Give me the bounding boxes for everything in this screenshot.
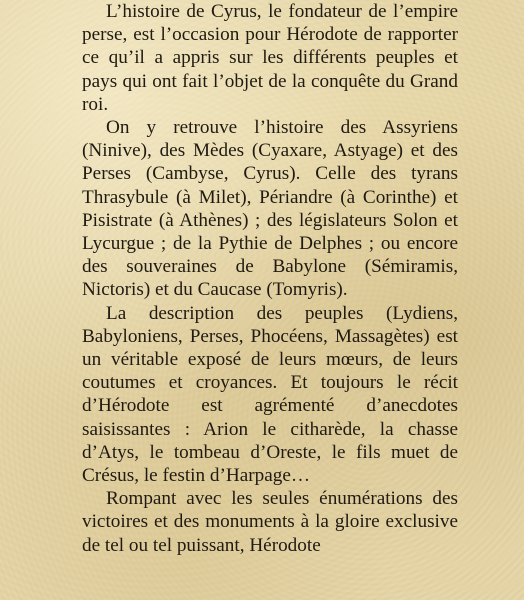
paragraph-histories-figures: On y retrouve l’histoire des Assyriens (Ninive), des Mèdes (Cyaxare, Astyage) et des Perses (Cambyse, Cyrus). Celle des tyrans Thrasybule (à Milet), Périandre (à Corinthe) et Pisistrate (à Athènes) ; des législateurs Solon et Lycurgue ; de la Pythie de Delphes ; ou encore des souveraines de Babylone (Sémiramis, Nictoris) et du Caucase (Tomyris).	[82, 117, 458, 301]
paragraph-herodotus-approach: Rompant avec les seules énumérations des victoires et des monuments à la gloire exclusive de tel ou tel puissant, Hérodote	[82, 488, 458, 556]
paragraph-cyrus-intro: L’histoire de Cyrus, le fondateur de l’empire perse, est l’occasion pour Hérodote de rapporter ce qu’il a appris sur les différents peuples et pays qui ont fait l’objet de la conquête du Grand roi.	[82, 1, 458, 115]
book-page-text	[82, 0, 458, 557]
paragraph-peoples-description: La description des peuples (Lydiens, Babyloniens, Perses, Phocéens, Massagètes) est un véritable exposé de leurs mœurs, de leurs coutumes et croyances. Et toujours le récit d’Hérodote est agrémenté d’anecdotes saisissantes : Arion le citharède, la chasse d’Atys, le tombeau d’Oreste, le fils muet de Crésus, le festin d’Harpage…	[82, 302, 458, 487]
